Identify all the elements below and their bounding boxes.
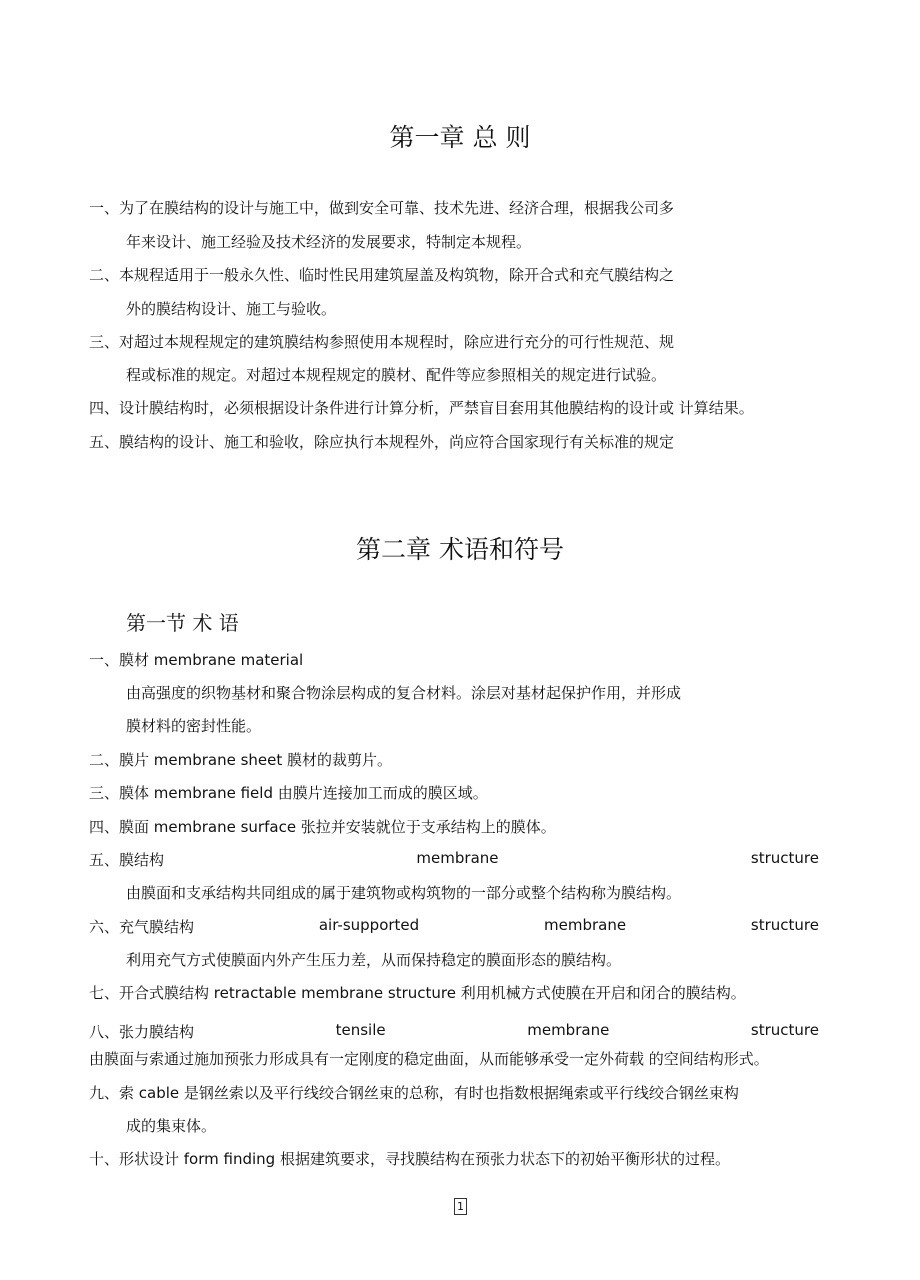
term-8-en-3: structure xyxy=(750,1021,819,1039)
ch1-item-5: 五、膜结构的设计、施工和验收，除应执行本规程外，尚应符合国家现行有关标准的规定 xyxy=(89,433,675,451)
ch1-item-2-line-1: 二、本规程适用于一般永久性、临时性民用建筑屋盖及构筑物，除开合式和充气膜结构之 xyxy=(89,266,675,284)
term-8-desc: 由膜面与索通过施加预张力形成具有一定刚度的稳定曲面，从而能够承受一定外荷载 的空间结构形式。 xyxy=(89,1050,769,1068)
term-6-en-1: air-supported xyxy=(318,916,420,934)
term-5-desc: 由膜面和支承结构共同组成的属于建筑物或构筑物的一部分或整个结构称为膜结构。 xyxy=(126,884,682,902)
term-6-cn: 六、充气膜结构 xyxy=(89,918,195,936)
term-2: 二、膜片 membrane sheet 膜材的裁剪片。 xyxy=(89,751,393,769)
page-number: 1 xyxy=(454,1198,467,1215)
term-5-en-2: structure xyxy=(750,849,819,867)
term-5-head xyxy=(89,849,819,870)
ch1-item-3-line-1: 三、对超过本规程规定的建筑膜结构参照使用本规程时，除应进行充分的可行性规范、规 xyxy=(89,333,675,351)
chapter-2-title: 第二章 术语和符号 xyxy=(356,535,564,564)
ch1-item-4: 四、设计膜结构时，必须根据设计条件进行计算分析，严禁盲目套用其他膜结构的设计或 计算结果。 xyxy=(89,399,754,417)
term-5-cn: 五、膜结构 xyxy=(89,851,165,869)
term-9-line-1: 九、索 cable 是钢丝索以及平行线绞合钢丝束的总称，有时也指数根据绳索或平行线绞合钢丝束构 xyxy=(89,1084,739,1102)
term-6-desc: 利用充气方式使膜面内外产生压力差，从而保持稳定的膜面形态的膜结构。 xyxy=(126,951,622,969)
term-4: 四、膜面 membrane surface 张拉并安装就位于支承结构上的膜体。 xyxy=(89,818,556,836)
term-7: 七、开合式膜结构 retractable membrane structure 利用机械方式使膜在开启和闭合的膜结构。 xyxy=(89,984,746,1002)
term-3: 三、膜体 membrane field 由膜片连接加工而成的膜区域。 xyxy=(89,784,488,802)
term-1-head: 一、膜材 membrane material xyxy=(89,651,304,669)
term-6-head xyxy=(89,916,819,937)
term-1-desc-line-2: 膜材料的密封性能。 xyxy=(126,717,262,735)
term-6-en-2: membrane xyxy=(544,916,627,934)
term-1-desc-line-1: 由高强度的织物基材和聚合物涂层构成的复合材料。涂层对基材起保护作用，并形成 xyxy=(126,684,682,702)
term-6-en-3: structure xyxy=(750,916,819,934)
chapter-1-title: 第一章 总 则 xyxy=(389,123,531,152)
term-8-en-1: tensile xyxy=(335,1021,386,1039)
section-1-title: 第一节 术 语 xyxy=(126,611,239,635)
ch1-item-2-line-2: 外的膜结构设计、施工与验收。 xyxy=(126,300,337,318)
term-5-en-1: membrane xyxy=(416,849,499,867)
term-10: 十、形状设计 form finding 根据建筑要求，寻找膜结构在预张力状态下的初始平衡形状的过程。 xyxy=(89,1150,730,1168)
term-8-head xyxy=(89,1021,819,1042)
ch1-item-3-line-2: 程或标准的规定。对超过本规程规定的膜材、配件等应参照相关的规定进行试验。 xyxy=(126,366,667,384)
ch1-item-1-line-1: 一、为了在膜结构的设计与施工中，做到安全可靠、技术先进、经济合理，根据我公司多 xyxy=(89,199,675,217)
ch1-item-1-line-2: 年来设计、施工经验及技术经济的发展要求，特制定本规程。 xyxy=(126,233,532,251)
term-9-line-2: 成的集束体。 xyxy=(126,1117,217,1135)
term-8-cn: 八、张力膜结构 xyxy=(89,1023,195,1041)
term-8-en-2: membrane xyxy=(527,1021,610,1039)
